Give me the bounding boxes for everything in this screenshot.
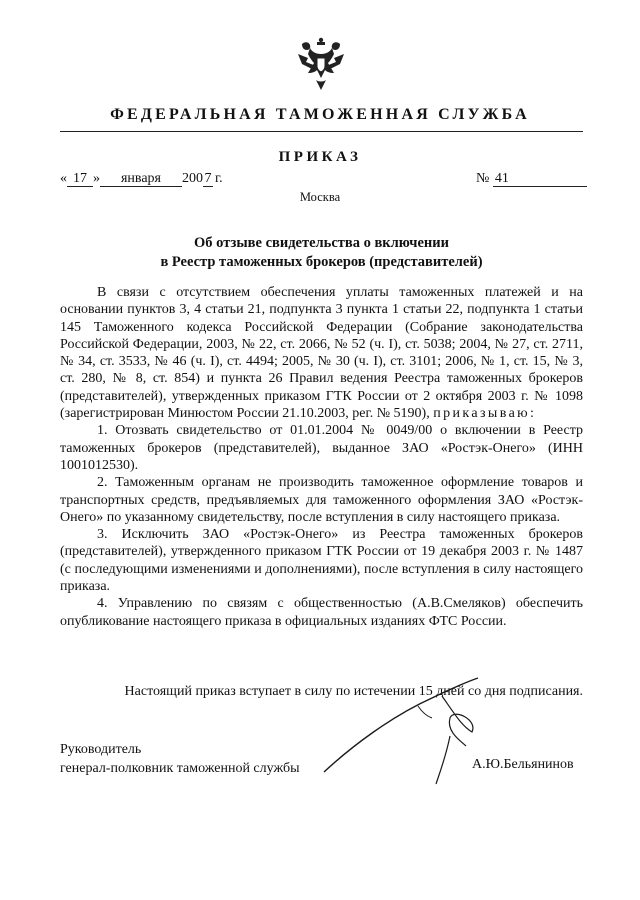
order-number-label: № [476,171,490,186]
order-item-4: 4. Управлению по связям с общественностью (А.В.Смеляков) обеспечить опубликование настоящего приказа в официальных изданиях ФТС России. [60,596,583,629]
date-close-quote: » [93,171,100,186]
agency-name: ФЕДЕРАЛЬНАЯ ТАМОЖЕННАЯ СЛУЖБА [110,106,530,123]
order-title [60,234,583,272]
date-year-prefix: 200 [182,171,203,186]
order-title-line-2: в Реестр таможенных брокеров (представителей) [160,254,483,270]
date-month: января [100,171,182,187]
order-number [476,171,587,187]
date-day: 17 [67,171,93,187]
header-divider [60,131,583,132]
date-year-abbr: г. [215,171,223,186]
preamble-paragraph [60,284,583,422]
order-item-1: 1. Отозвать свидетельство от 01.01.2004 № 0049/00 о включении в Реестр таможенных брокеров (представителей), выданное ЗАО «Ростэк-Онего» (ИНН 1001012530). [60,423,583,473]
document-type: ПРИКАЗ [278,149,362,165]
signatory-position-line-2: генерал-полковник таможенной службы [60,761,300,776]
double-headed-eagle-icon [296,36,346,92]
preamble-text: В связи с отсутствием обеспечения уплаты таможенных платежей и на основании пунктов 3, 4 статьи 21, подпункта 3 пункта 1 статьи 22, подпункта 1 статьи 145 Таможенного кодекса Российской Федерации (Собрание законодательства Российской Федерации, 2003, № 22, ст. 2066, № 52 (ч. I), ст. 5038; 2004, № 27, ст. 2711, № 34, ст. 3533, № 46 (ч. I), ст. 4494; 2005, № 30 (ч. I), ст. 3101; 2006, № 1, ст. 15, № 3, ст. 280, № 8, ст. 854) и пункта 26 Правил ведения Реестра таможенных брокеров (представителей), утвержденных приказом ГТК России от 2 октября 2003 г. № 1098 (зарегистрирован Минюстом России 21.10.2003, рег. № 5190), [60,285,583,422]
city: Москва [299,190,341,204]
date-year-suffix: 7 [204,171,212,186]
date-open-quote: « [60,171,67,186]
order-item-3: 3. Исключить ЗАО «Ростэк-Онего» из Реестра таможенных брокеров (представителей), утвержденного приказом ГТК России от 19 декабря 2003 г. № 1487 (с последующими изменениями и дополнениями), после вступления в силу настоящего приказа. [60,527,583,595]
signatory-position-line-1: Руководитель [60,742,142,757]
signatory-name: А.Ю.Бельянинов [472,757,574,772]
effective-date-clause: Настоящий приказ вступает в силу по истечении 15 дней со дня подписания. [124,684,583,699]
order-date [60,171,223,187]
signatory-position [60,740,299,778]
order-body [60,284,583,630]
order-word: приказываю: [433,406,537,422]
order-title-line-1: Об отзыве свидетельства о включении [194,235,449,251]
order-item-2: 2. Таможенным органам не производить таможенное оформление товаров и транспортных средств, предъявляемых для таможенного оформления ЗАО «Ростэк-Онего» по указанному свидетельству, после вступления в силу настоящего приказа. [60,475,583,525]
order-number-value: 41 [493,171,587,187]
